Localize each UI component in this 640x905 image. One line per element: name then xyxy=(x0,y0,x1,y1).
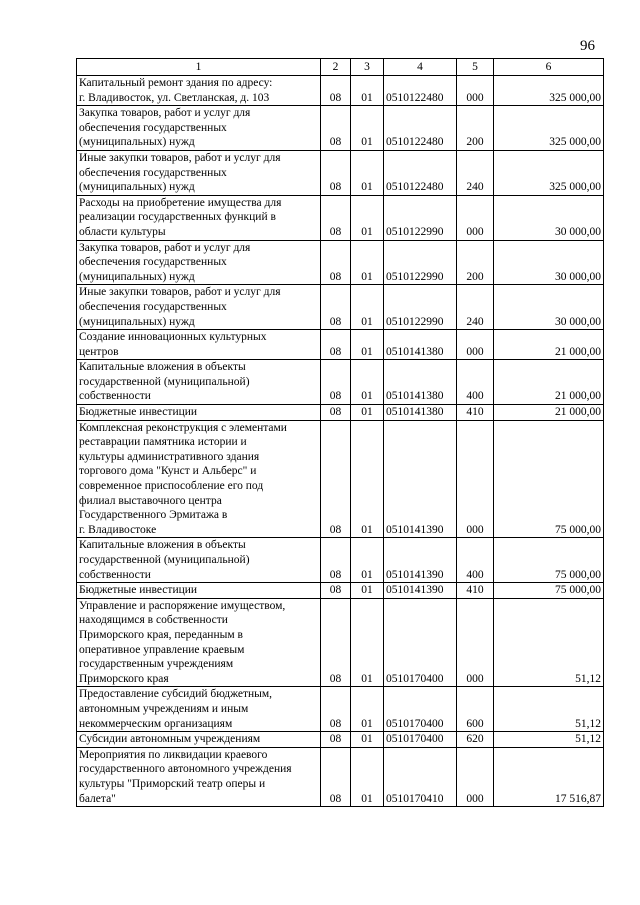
row-section: 08 xyxy=(321,76,351,106)
row-section: 08 xyxy=(321,538,351,583)
row-section: 08 xyxy=(321,732,351,748)
row-amount: 51,12 xyxy=(494,598,604,687)
row-target: 0510122480 xyxy=(384,106,457,151)
row-section: 08 xyxy=(321,360,351,405)
row-target: 0510141390 xyxy=(384,538,457,583)
row-subsection: 01 xyxy=(351,687,384,732)
row-amount: 75 000,00 xyxy=(494,538,604,583)
row-section: 08 xyxy=(321,747,351,806)
row-amount: 51,12 xyxy=(494,687,604,732)
table-row xyxy=(77,405,604,421)
table-row xyxy=(77,747,604,806)
row-section: 08 xyxy=(321,106,351,151)
row-type: 410 xyxy=(457,405,494,421)
row-name: Иные закупки товаров, работ и услуг для обеспечения государственных (муниципальных) нужд xyxy=(77,285,321,330)
row-amount: 75 000,00 xyxy=(494,583,604,599)
row-section: 08 xyxy=(321,150,351,195)
row-type: 410 xyxy=(457,583,494,599)
row-name: Субсидии автономным учреждениям xyxy=(77,732,321,748)
row-type: 240 xyxy=(457,285,494,330)
row-target: 0510141380 xyxy=(384,330,457,360)
row-target: 0510170400 xyxy=(384,732,457,748)
row-type: 400 xyxy=(457,538,494,583)
row-target: 0510122480 xyxy=(384,150,457,195)
row-amount: 51,12 xyxy=(494,732,604,748)
row-type: 000 xyxy=(457,330,494,360)
row-target: 0510141380 xyxy=(384,405,457,421)
row-type: 000 xyxy=(457,747,494,806)
row-target: 0510170410 xyxy=(384,747,457,806)
table-row xyxy=(77,538,604,583)
row-target: 0510141390 xyxy=(384,420,457,538)
table-row xyxy=(77,195,604,240)
table-row xyxy=(77,76,604,106)
row-target: 0510170400 xyxy=(384,598,457,687)
row-type: 200 xyxy=(457,240,494,285)
row-type: 000 xyxy=(457,420,494,538)
header-col-1: 1 xyxy=(77,59,321,76)
row-subsection: 01 xyxy=(351,195,384,240)
row-amount: 75 000,00 xyxy=(494,420,604,538)
table-row xyxy=(77,106,604,151)
table-row xyxy=(77,285,604,330)
row-type: 400 xyxy=(457,360,494,405)
row-type: 620 xyxy=(457,732,494,748)
row-subsection: 01 xyxy=(351,330,384,360)
row-target: 0510170400 xyxy=(384,687,457,732)
header-col-5: 5 xyxy=(457,59,494,76)
row-target: 0510122480 xyxy=(384,76,457,106)
row-target: 0510122990 xyxy=(384,285,457,330)
row-name: Расходы на приобретение имущества для реализации государственных функций в области культуры xyxy=(77,195,321,240)
budget-table xyxy=(76,58,604,807)
table-header-row xyxy=(77,59,604,76)
row-amount: 17 516,87 xyxy=(494,747,604,806)
row-subsection: 01 xyxy=(351,240,384,285)
row-subsection: 01 xyxy=(351,150,384,195)
table-row xyxy=(77,732,604,748)
header-col-6: 6 xyxy=(494,59,604,76)
row-name: Бюджетные инвестиции xyxy=(77,405,321,421)
table-row xyxy=(77,360,604,405)
row-amount: 325 000,00 xyxy=(494,76,604,106)
row-amount: 325 000,00 xyxy=(494,150,604,195)
row-section: 08 xyxy=(321,330,351,360)
row-amount: 325 000,00 xyxy=(494,106,604,151)
row-subsection: 01 xyxy=(351,106,384,151)
row-section: 08 xyxy=(321,285,351,330)
row-type: 000 xyxy=(457,195,494,240)
table-row xyxy=(77,598,604,687)
row-amount: 21 000,00 xyxy=(494,330,604,360)
row-name: Капитальные вложения в объекты государственной (муниципальной) собственности xyxy=(77,538,321,583)
row-name: Управление и распоряжение имуществом, находящимся в собственности Приморского края, переданным в оперативное управление краевым государственным учреждениям Приморского края xyxy=(77,598,321,687)
row-name: Закупка товаров, работ и услуг для обеспечения государственных (муниципальных) нужд xyxy=(77,240,321,285)
row-subsection: 01 xyxy=(351,360,384,405)
row-section: 08 xyxy=(321,583,351,599)
row-subsection: 01 xyxy=(351,732,384,748)
row-type: 000 xyxy=(457,76,494,106)
row-amount: 30 000,00 xyxy=(494,195,604,240)
row-name: Создание инновационных культурных центров xyxy=(77,330,321,360)
header-col-2: 2 xyxy=(321,59,351,76)
row-section: 08 xyxy=(321,240,351,285)
row-section: 08 xyxy=(321,598,351,687)
row-subsection: 01 xyxy=(351,420,384,538)
header-col-4: 4 xyxy=(384,59,457,76)
row-section: 08 xyxy=(321,420,351,538)
row-amount: 21 000,00 xyxy=(494,405,604,421)
row-amount: 30 000,00 xyxy=(494,240,604,285)
row-amount: 30 000,00 xyxy=(494,285,604,330)
table-row xyxy=(77,240,604,285)
row-type: 600 xyxy=(457,687,494,732)
row-name: Закупка товаров, работ и услуг для обеспечения государственных (муниципальных) нужд xyxy=(77,106,321,151)
row-name: Иные закупки товаров, работ и услуг для обеспечения государственных (муниципальных) нужд xyxy=(77,150,321,195)
row-amount: 21 000,00 xyxy=(494,360,604,405)
table-row xyxy=(77,330,604,360)
table-row xyxy=(77,420,604,538)
row-section: 08 xyxy=(321,687,351,732)
row-name: Мероприятия по ликвидации краевого государственного автономного учреждения культуры "Приморский театр оперы и балета" xyxy=(77,747,321,806)
row-name: Предоставление субсидий бюджетным, автономным учреждениям и иным некоммерческим организациям xyxy=(77,687,321,732)
row-target: 0510122990 xyxy=(384,240,457,285)
header-col-3: 3 xyxy=(351,59,384,76)
row-subsection: 01 xyxy=(351,76,384,106)
row-type: 200 xyxy=(457,106,494,151)
row-subsection: 01 xyxy=(351,583,384,599)
row-type: 000 xyxy=(457,598,494,687)
row-subsection: 01 xyxy=(351,598,384,687)
row-subsection: 01 xyxy=(351,538,384,583)
row-target: 0510122990 xyxy=(384,195,457,240)
row-name: Капитальные вложения в объекты государственной (муниципальной) собственности xyxy=(77,360,321,405)
table-row xyxy=(77,150,604,195)
table-row xyxy=(77,687,604,732)
page-number: 96 xyxy=(580,38,595,54)
row-name: Бюджетные инвестиции xyxy=(77,583,321,599)
row-subsection: 01 xyxy=(351,747,384,806)
row-section: 08 xyxy=(321,195,351,240)
row-subsection: 01 xyxy=(351,405,384,421)
row-type: 240 xyxy=(457,150,494,195)
row-target: 0510141380 xyxy=(384,360,457,405)
row-target: 0510141390 xyxy=(384,583,457,599)
row-name: Капитальный ремонт здания по адресу: г. Владивосток, ул. Светланская, д. 103 xyxy=(77,76,321,106)
row-subsection: 01 xyxy=(351,285,384,330)
row-section: 08 xyxy=(321,405,351,421)
table-row xyxy=(77,583,604,599)
row-name: Комплексная реконструкция с элементами реставрации памятника истории и культуры административного здания торгового дома "Кунст и Альберс" и современное приспособление его под филиал выставочного центра Государственного Эрмитажа в г. Владивостоке xyxy=(77,420,321,538)
